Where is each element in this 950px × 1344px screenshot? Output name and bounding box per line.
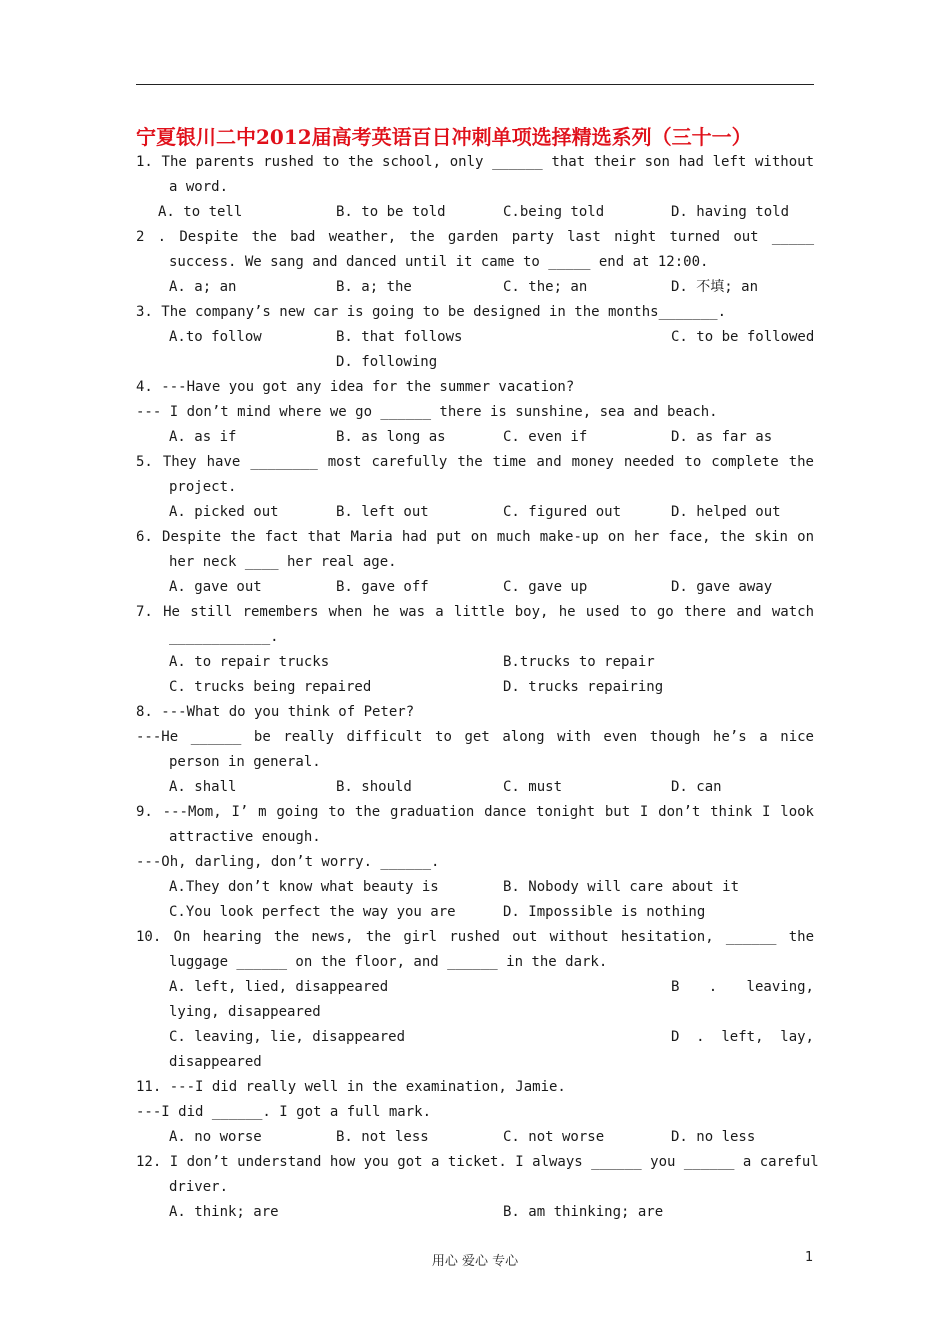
question-line: 3. The company’s new car is going to be designed in the months_______. <box>136 304 727 320</box>
question-line: 7. He still remembers when he was a little boy, he used to go there and watch <box>136 604 814 620</box>
option: D. having told <box>671 204 790 220</box>
option-row <box>136 650 814 675</box>
page-footer <box>0 1250 950 1269</box>
option: B. that follows <box>336 329 463 345</box>
question-line: 1. The parents rushed to the school, only ______ that their son had left without <box>136 154 814 170</box>
option: C. to be followed <box>671 329 815 345</box>
option-row <box>136 775 814 800</box>
option: A. left, lied, disappeared <box>169 979 389 995</box>
option: B. should <box>336 779 412 795</box>
question-line: project. <box>169 479 237 495</box>
option: A. as if <box>169 429 237 445</box>
question-line: driver. <box>169 1179 229 1195</box>
option: D. following <box>336 354 438 370</box>
question-line: 11. ---I did really well in the examination, Jamie. <box>136 1079 566 1095</box>
option-row <box>136 900 814 925</box>
option: A. no worse <box>169 1129 262 1145</box>
option: C. trucks being repaired <box>169 679 372 695</box>
option: A.They don’t know what beauty is <box>169 879 439 895</box>
option: D . left, lay, <box>671 1029 814 1045</box>
header-rule <box>136 84 814 85</box>
question-line: 5. They have ________ most carefully the time and money needed to complete the <box>136 454 814 470</box>
question-line: 2 . Despite the bad weather, the garden party last night turned out _____ <box>136 229 814 245</box>
question-line: person in general. <box>169 754 321 770</box>
question-line: 6. Despite the fact that Maria had put on much make-up on her face, the skin on <box>136 529 814 545</box>
option: B. as long as <box>336 429 446 445</box>
option: A. think; are <box>169 1204 279 1220</box>
option: A.to follow <box>169 329 262 345</box>
option-row <box>136 425 814 450</box>
option-continuation: disappeared <box>169 1054 262 1070</box>
question-line: attractive enough. <box>169 829 321 845</box>
question-line: 8. ---What do you think of Peter? <box>136 704 415 720</box>
option: C. must <box>503 779 563 795</box>
option-row <box>136 200 814 225</box>
option: B. a; the <box>336 279 412 295</box>
page-number: 1 <box>805 1250 814 1265</box>
question-line: ____________. <box>169 629 279 645</box>
option: B. not less <box>336 1129 429 1145</box>
option-row <box>136 975 814 1000</box>
option: B. Nobody will care about it <box>503 879 740 895</box>
option: A. shall <box>169 779 237 795</box>
option: D. gave away <box>671 579 773 595</box>
option: A. picked out <box>169 504 279 520</box>
option: A. a; an <box>169 279 237 295</box>
option: C.being told <box>503 204 605 220</box>
option: C. even if <box>503 429 588 445</box>
option: A. to tell <box>158 204 243 220</box>
question-line: 9. ---Mom, I’ m going to the graduation dance tonight but I don’t think I look <box>136 804 814 820</box>
option-row <box>136 325 814 350</box>
question-line: ---He ______ be really difficult to get along with even though he’s a nice <box>136 729 814 745</box>
option: C. figured out <box>503 504 622 520</box>
option: C.You look perfect the way you are <box>169 904 456 920</box>
document-title: 宁夏银川二中2012届高考英语百日冲刺单项选择精选系列（三十一） <box>136 125 752 149</box>
option: C. not worse <box>503 1129 605 1145</box>
option-row <box>136 1200 814 1225</box>
option: D. 不填; an <box>671 279 759 295</box>
option-continuation: lying, disappeared <box>169 1004 321 1020</box>
option: D. as far as <box>671 429 773 445</box>
option: A. gave out <box>169 579 262 595</box>
question-line: 10. On hearing the news, the girl rushed out without hesitation, ______ the <box>136 929 814 945</box>
option-row <box>136 875 814 900</box>
option: D. no less <box>671 1129 756 1145</box>
option: B. left out <box>336 504 429 520</box>
question-line: luggage ______ on the floor, and ______ in the dark. <box>169 954 608 970</box>
question-line: 4. ---Have you got any idea for the summer vacation? <box>136 379 575 395</box>
option: D. can <box>671 779 722 795</box>
option-row <box>136 1025 814 1050</box>
option: D. trucks repairing <box>503 679 664 695</box>
option: C. leaving, lie, disappeared <box>169 1029 406 1045</box>
option-row <box>136 1125 814 1150</box>
option: C. gave up <box>503 579 588 595</box>
option: C. the; an <box>503 279 588 295</box>
option: B . leaving, <box>671 979 814 995</box>
question-line: a word. <box>169 179 229 195</box>
question-line: success. We sang and danced until it came to _____ end at 12:00. <box>169 254 709 270</box>
option: A. to repair trucks <box>169 654 330 670</box>
option-row <box>136 675 814 700</box>
question-line: --- I don’t mind where we go ______ there is sunshine, sea and beach. <box>136 404 718 420</box>
question-line: 12. I don’t understand how you got a ticket. I always ______ you ______ a careful <box>136 1154 819 1170</box>
option-row <box>136 500 814 525</box>
option: B.trucks to repair <box>503 654 655 670</box>
option-row <box>136 575 814 600</box>
question-line: ---Oh, darling, don’t worry. ______. <box>136 854 440 870</box>
option-row <box>136 275 814 300</box>
footer-motto: 用心 爱心 专心 <box>431 1254 519 1269</box>
question-line: her neck ____ her real age. <box>169 554 397 570</box>
option: B. to be told <box>336 204 446 220</box>
option: B. gave off <box>336 579 429 595</box>
option: D. Impossible is nothing <box>503 904 706 920</box>
option-row <box>136 350 814 375</box>
option: D. helped out <box>671 504 781 520</box>
question-line: ---I did ______. I got a full mark. <box>136 1104 432 1120</box>
question-list <box>136 150 819 1225</box>
option: B. am thinking; are <box>503 1204 664 1220</box>
